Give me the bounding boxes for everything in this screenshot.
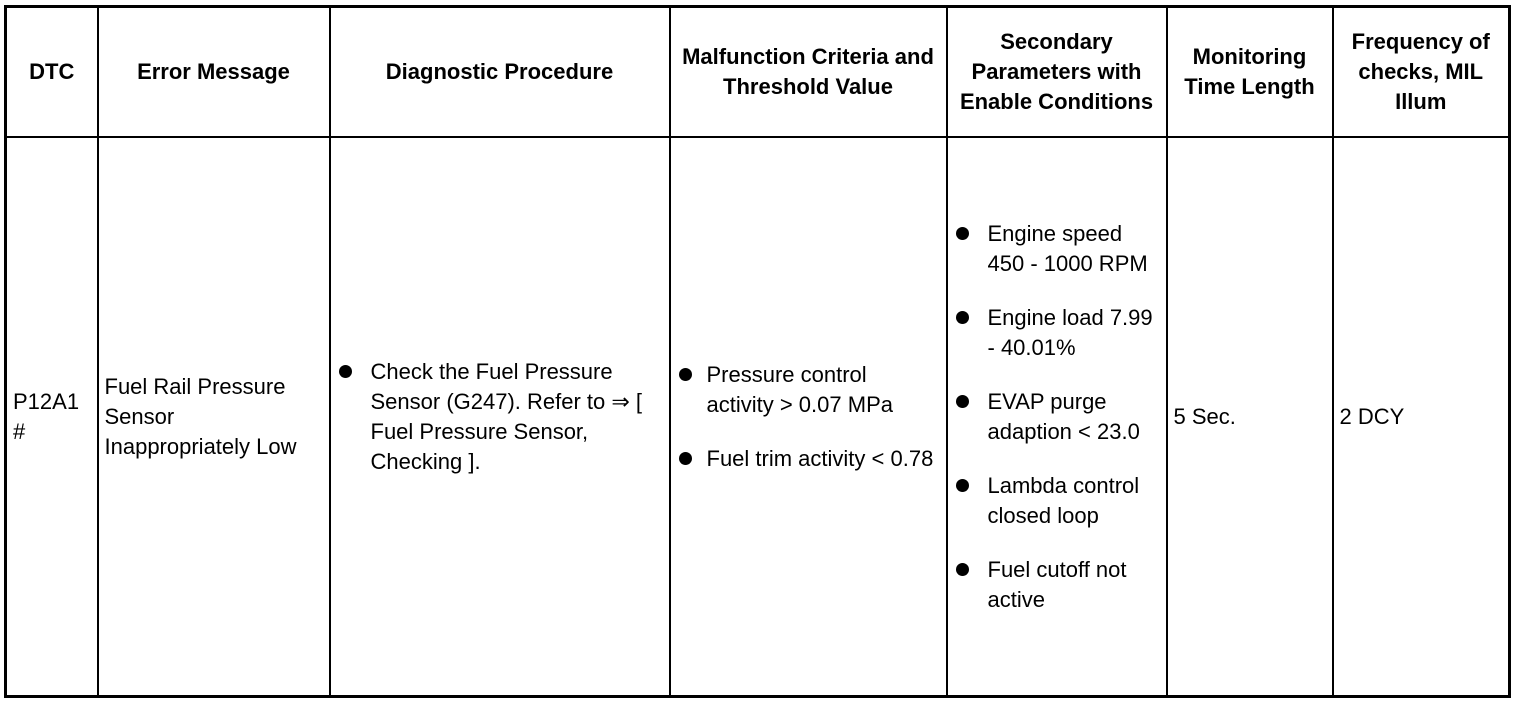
secondary-parameters-list <box>954 219 1160 615</box>
header-malfunction-criteria: Malfunction Criteria and Threshold Value <box>670 7 947 138</box>
list-item <box>677 360 940 420</box>
dtc-code: P12A1 # <box>6 137 98 697</box>
header-monitoring-time: Monitoring Time Length <box>1167 7 1333 138</box>
bullet-icon <box>956 227 969 240</box>
parameter-text: Engine load 7.99 - 40.01% <box>987 304 1153 360</box>
parameter-text: Lambda control closed loop <box>987 472 1140 528</box>
parameter-text: Engine speed 450 - 1000 RPM <box>987 220 1148 276</box>
bullet-icon <box>956 479 969 492</box>
criteria-text: Pressure control activity > 0.07 MPa <box>706 361 893 417</box>
malfunction-criteria-cell <box>670 137 947 697</box>
list-item <box>337 357 663 477</box>
dtc-table <box>4 5 1511 698</box>
header-diagnostic-procedure: Diagnostic Procedure <box>330 7 670 138</box>
header-dtc: DTC <box>6 7 98 138</box>
error-message: Fuel Rail Pressure Sensor Inappropriately Low <box>98 137 330 697</box>
bullet-icon <box>956 563 969 576</box>
table-row <box>6 137 1510 697</box>
monitoring-time-value: 5 Sec. <box>1167 137 1333 697</box>
bullet-icon <box>339 365 352 378</box>
header-secondary-parameters: Secondary Parameters with Enable Conditions <box>947 7 1167 138</box>
list-item <box>954 219 1160 279</box>
criteria-text: Fuel trim activity < 0.78 <box>706 445 934 471</box>
list-item <box>954 387 1160 447</box>
diagnostic-procedure-text: Check the Fuel Pressure Sensor (G247). Refer to ⇒ [ Fuel Pressure Sensor, Checking ]. <box>370 358 643 474</box>
header-frequency: Frequency of checks, MIL Illum <box>1333 7 1510 138</box>
secondary-parameters-cell <box>947 137 1167 697</box>
header-row <box>6 7 1510 138</box>
parameter-text: EVAP purge adaption < 23.0 <box>987 388 1140 444</box>
list-item <box>954 303 1160 363</box>
bullet-icon <box>956 395 969 408</box>
malfunction-criteria-list <box>677 360 940 474</box>
header-error-message: Error Message <box>98 7 330 138</box>
list-item <box>677 444 940 474</box>
list-item <box>954 471 1160 531</box>
parameter-text: Fuel cutoff not active <box>987 556 1127 612</box>
diagnostic-procedure-cell <box>330 137 670 697</box>
list-item <box>954 555 1160 615</box>
bullet-icon <box>679 368 692 381</box>
bullet-icon <box>956 311 969 324</box>
bullet-icon <box>679 452 692 465</box>
frequency-value: 2 DCY <box>1333 137 1510 697</box>
diagnostic-procedure-list <box>337 357 663 477</box>
